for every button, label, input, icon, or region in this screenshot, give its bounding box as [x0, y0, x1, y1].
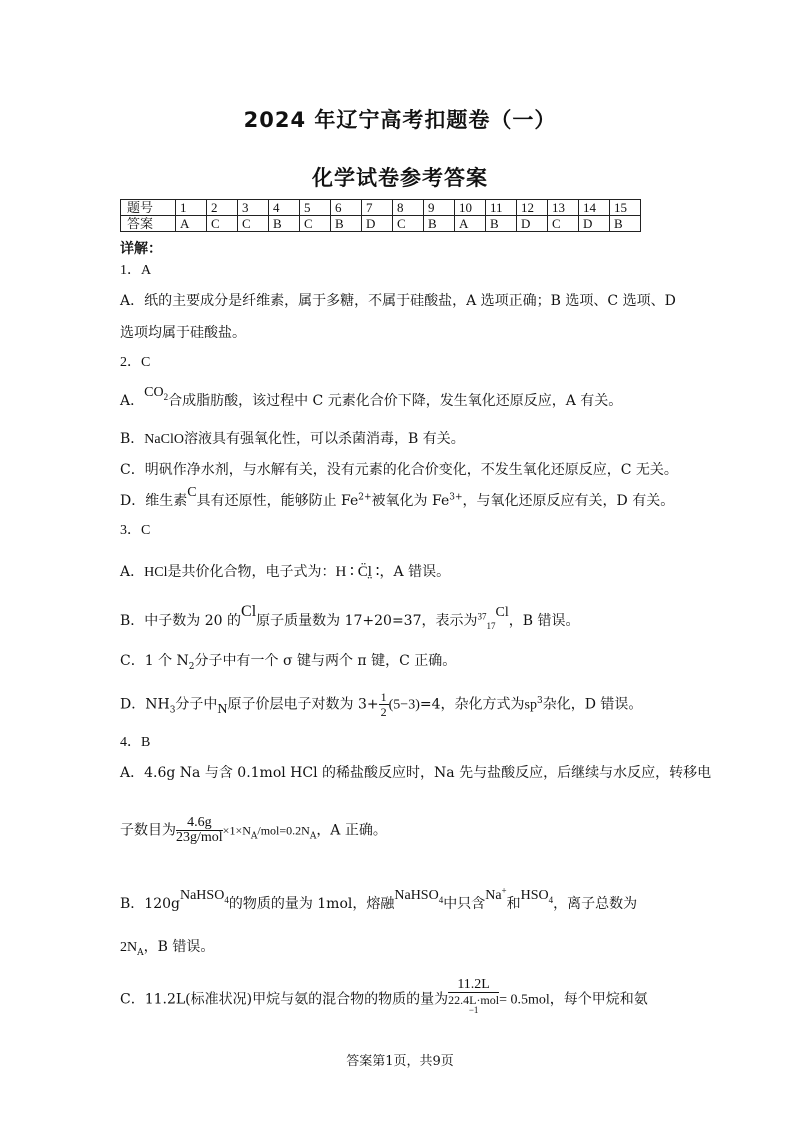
row-label-answer: 答案	[121, 216, 176, 232]
q2-a-prefix: A．	[120, 393, 145, 409]
q3-c-text: 分子中有一个 σ 键与两个 π 键，C 正确。	[194, 653, 457, 669]
q3-b-prefix: B．中子数为 20 的	[120, 613, 242, 629]
q2-d-sup1: 2+	[358, 492, 372, 503]
q4-b-text2: 中只含	[443, 896, 486, 912]
question-number-cell: 2	[207, 200, 238, 216]
answer-cell: B	[610, 216, 641, 232]
q4-c-frac-den-wrap	[448, 993, 499, 1021]
question-number-cell: 10	[455, 200, 486, 216]
q2-a-formula	[144, 385, 168, 400]
q4-a-sub1: A	[250, 831, 258, 842]
q4-c-text1: = 0.5mol	[499, 992, 550, 1008]
answer-table	[120, 199, 641, 232]
q1-answer: 1．A	[120, 263, 152, 278]
q3-option-d	[120, 690, 642, 719]
q3-option-c	[120, 652, 456, 670]
q4-a-text1: ×1×N	[222, 823, 251, 838]
q2-a-text: 合成脂肪酸，该过程中 C 元素化合价下降，发生氧化还原反应，A 有关。	[168, 393, 623, 409]
question-number-cell: 7	[362, 200, 393, 216]
q3-d-text3: =4，杂化方式为	[419, 696, 525, 713]
q3-d-sp: sp	[524, 697, 537, 713]
q2-d-prefix: D．维生素	[120, 493, 188, 509]
q3-b-mass-number: 37	[477, 611, 487, 622]
q4-a-sub2: A	[309, 831, 317, 842]
question-number-cell: 1	[176, 200, 207, 216]
q4-a-frac-den: 23g/mol	[176, 830, 223, 845]
answer-cell: B	[486, 216, 517, 232]
q4-option-a-line2	[120, 816, 387, 845]
answer-cell: C	[548, 216, 579, 232]
question-number-cell: 11	[486, 200, 517, 216]
q2-option-d	[120, 485, 675, 511]
q4-b-text1: 的物质的量为 1mol，熔融	[228, 896, 395, 912]
answer-table-answer-row	[121, 216, 641, 232]
q2-option-c: C．明矾作净水剂，与水解有关，没有元素的化合价变化，不发生氧化还原反应，C 无关。	[120, 462, 678, 478]
q3-d-paren: (5−3)	[388, 697, 420, 713]
answer-cell: D	[517, 216, 548, 232]
q4-b-na-sup: +	[501, 885, 507, 896]
q1-option-a-line1: A．纸的主要成分是纤维素，属于多糖，不属于硅酸盐，A 选项正确；B 选项、C 选项、D	[120, 293, 676, 309]
q4-c-text2: ，每个甲烷和氨	[549, 991, 648, 1008]
q4-option-b-line1	[120, 885, 638, 914]
q4-b2-prefix: 2N	[120, 940, 138, 955]
q4-answer: 4．B	[120, 735, 151, 750]
q3-c-prefix: C．1 个 N	[120, 653, 189, 669]
q4-b-formula1	[180, 888, 229, 903]
q3-option-b	[120, 603, 580, 631]
q2-d-text3: ，与氧化还原反应有关，D 有关。	[462, 493, 675, 509]
q1-option-a-line2: 选项均属于硅酸盐。	[120, 325, 246, 341]
q4-b-hso-ion	[521, 888, 554, 903]
q3-a-text2: ，A 错误。	[379, 564, 451, 580]
q4-b-prefix: B．120g	[120, 896, 180, 912]
q4-b-chem2: NaHSO	[394, 888, 439, 903]
q2-b-prefix: B．	[120, 431, 145, 447]
question-number-cell: 5	[300, 200, 331, 216]
q3-d-fraction	[379, 690, 389, 719]
q2-a-co: CO	[144, 385, 164, 400]
q4-b-and: 和	[506, 896, 521, 912]
q2-option-a	[120, 385, 623, 411]
q2-d-text1: 具有还原性，能够防止 Fe	[196, 493, 359, 509]
q4-c-frac-num: 11.2L	[448, 978, 499, 993]
q3-b-cl: Cl	[241, 603, 257, 620]
q2-answer: 2．C	[120, 355, 151, 370]
q4-c-frac-den: 22.4L·mol	[448, 993, 500, 1007]
q4-b-text3: ，离子总数为	[553, 896, 638, 912]
q3-b-isotope	[477, 605, 509, 631]
explain-heading: 详解：	[120, 241, 162, 257]
page-title: 2024 年辽宁高考扣题卷（一）	[243, 108, 557, 132]
q2-d-sup2: 3+	[449, 492, 463, 503]
question-number-cell: 6	[331, 200, 362, 216]
answer-cell: D	[579, 216, 610, 232]
q4-b2-text: ，B 错误。	[143, 939, 215, 955]
q4-a-text3: ，A 正确。	[316, 822, 387, 839]
q4-b-chem1-sub: 4	[224, 894, 229, 905]
q4-a-text2: /mol=0.2N	[257, 823, 310, 838]
q2-b-text: 溶液具有强氧化性，可以杀菌消毒，B 有关。	[183, 431, 465, 447]
q3-d-n: N	[217, 701, 228, 717]
q4-b-chem1: NaHSO	[179, 888, 225, 903]
q4-b-hso-sub: 4	[548, 894, 554, 905]
q2-a-co-sub: 2	[163, 391, 169, 402]
q4-option-a-line1: A．4.6g Na 与含 0.1mol HCl 的稀盐酸反应时，Na 先与盐酸反应，后继续与水反应，转移电	[120, 765, 712, 781]
q3-d-sp-sup: 3	[536, 695, 543, 706]
q4-a-frac-num: 4.6g	[176, 816, 223, 831]
q3-d-text4: 杂化，D 错误。	[542, 696, 643, 713]
q4-c-frac-den-sup: −1	[468, 1005, 479, 1015]
question-number-cell: 12	[517, 200, 548, 216]
q2-d-text2: 被氧化为 Fe	[371, 493, 450, 509]
question-number-cell: 4	[269, 200, 300, 216]
answer-cell: C	[393, 216, 424, 232]
q3-answer: 3．C	[120, 523, 151, 538]
page-footer: 答案第1页，共9页	[346, 1054, 454, 1069]
q4-c-fraction	[448, 978, 499, 1021]
q3-a-text1: 是共价化合物，电子式为：	[167, 564, 336, 580]
q4-b-formula2	[394, 888, 443, 903]
answer-cell: D	[362, 216, 393, 232]
q4-b-na-ion	[485, 885, 507, 903]
q3-a-prefix: A．	[120, 564, 145, 580]
question-number-cell: 13	[548, 200, 579, 216]
page-subtitle: 化学试卷参考答案	[312, 166, 488, 190]
question-number-cell: 14	[579, 200, 610, 216]
q2-b-formula: NaClO	[144, 432, 184, 447]
answer-cell: A	[176, 216, 207, 232]
q4-option-c	[120, 978, 648, 1021]
q3-b-atomic-number: 17	[486, 620, 496, 631]
q3-c-sub: 2	[188, 661, 195, 672]
q3-d-frac-num: 1	[380, 690, 387, 704]
q4-b-chem2-sub: 4	[438, 894, 444, 905]
answer-cell: C	[238, 216, 269, 232]
q3-d-text1: 分子中	[175, 696, 218, 713]
q2-d-c: C	[187, 485, 197, 500]
row-label-number: 题号	[121, 200, 176, 216]
answer-table-number-row	[121, 200, 641, 216]
q4-b-hso: HSO	[520, 888, 549, 903]
q4-c-prefix: C．11.2L(标准状况)甲烷与氨的混合物的物质的量为	[120, 991, 449, 1008]
q4-b-na: Na	[485, 888, 502, 903]
answer-cell: B	[269, 216, 300, 232]
q3-d-frac-den: 2	[380, 705, 387, 719]
answer-cell: A	[455, 216, 486, 232]
answer-cell: C	[207, 216, 238, 232]
answer-cell: C	[300, 216, 331, 232]
q3-b-text1: 原子质量数为 17+20=37，表示为	[256, 613, 478, 629]
q3-b-element: Cl	[495, 605, 509, 620]
answer-cell: B	[331, 216, 362, 232]
q3-d-text2: 原子价层电子对数为 3+	[227, 696, 379, 713]
q3-d-sub: 3	[169, 705, 176, 716]
q3-option-a	[120, 563, 450, 582]
answer-cell: B	[424, 216, 455, 232]
q4-a-fraction	[176, 816, 223, 845]
q4-b2-sub: A	[137, 947, 144, 958]
question-number-cell: 8	[393, 200, 424, 216]
q2-option-b	[120, 430, 465, 449]
q3-b-text2: ，B 错误。	[508, 613, 580, 629]
q4-a-prefix: 子数目为	[120, 822, 176, 839]
question-number-cell: 15	[610, 200, 641, 216]
q3-d-prefix: D．NH	[120, 696, 170, 713]
q4-option-b-line2	[120, 938, 214, 957]
q3-a-hcl: HCl	[144, 565, 168, 580]
q3-a-electron-formula: H ∶ C̈l̤ ∶	[335, 564, 380, 580]
question-number-cell: 3	[238, 200, 269, 216]
question-number-cell: 9	[424, 200, 455, 216]
